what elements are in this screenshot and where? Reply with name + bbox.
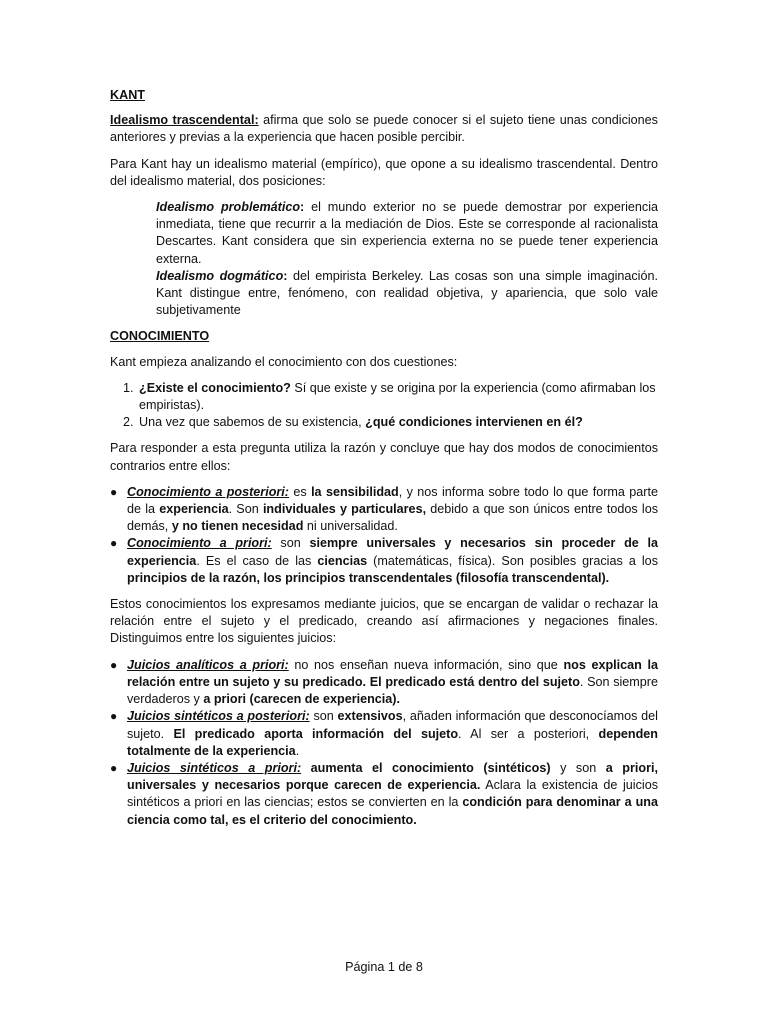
intro-paragraph [110,112,658,146]
answer-paragraph: Para responder a esta pregunta utiliza la razón y concluye que hay dos modos de conocimientos contrarios entre ellos: [110,441,658,473]
list-item-synthetic-priori: ● Juicios sintéticos a priori: aumenta el conocimiento (sintéticos) y son a priori, universales y necesarios porque carecen de experiencia. Aclara la existencia de juicios sintéticos a priori en las ciencias; estos se convierten en la condición para denominar a una ciencia como tal, es el criterio del conocimiento. [110,760,658,827]
judgments-paragraph: Estos conocimientos los expresamos mediante juicios, que se encargan de validar o rechazar la relación entre el sujeto y el predicado, creando así afirmaciones y negaciones finales. Distinguimos entre los siguientes juicios: [110,597,658,646]
idealism-positions [156,199,658,319]
section-title-conocimiento: CONOCIMIENTO [110,329,210,344]
bullet: ● [110,709,118,724]
knowledge-modes-list [110,484,658,587]
section-title-kant: KANT [110,88,145,102]
question-item: 2. Una vez que sabemos de su existencia, ¿qué condiciones intervienen en él? [137,414,658,431]
material-idealism-paragraph: Para Kant hay un idealismo material (empírico), que opone a su idealismo trascendental. Dentro del idealismo material, dos posiciones: [110,156,658,188]
intro-term: Idealismo trascendental: [110,113,259,128]
position-problematic: Idealismo problemático: el mundo exterior no se puede demostrar por experiencia inmediata, tiene que recurrir a la mediación de Dios. Este se corresponde al racionalista Descartes. Kant considera que sin experiencia externa no se puede tener experiencia externa. [156,200,658,266]
bullet: ● [110,657,118,672]
question-item: 1. ¿Existe el conocimiento? Sí que existe y se origina por la experiencia (como afirmaban los empiristas). [137,380,658,414]
bullet: ● [110,484,118,499]
conocimiento-intro: Kant empieza analizando el conocimiento con dos cuestiones: [110,354,458,369]
intro-text: afirma que solo se puede conocer si el sujeto tiene unas condiciones anteriores y previas a la experiencia que hacen posible percibir. [110,113,658,145]
judgments-list [110,657,658,829]
position-dogmatic: Idealismo dogmático: del empirista Berkeley. Las cosas son una simple imaginación. Kant distingue entre, fenómeno, con realidad objetiva, y apariencia, que solo vale subjetivamente [156,268,658,318]
page-number-footer: Página 1 de 8 [345,960,423,974]
list-item-a-posteriori: ● Conocimiento a posteriori: es la sensibilidad, y nos informa sobre todo lo que forma parte de la experiencia. Son individuales y particulares, debido a que son únicos entre todos los demás, y no tienen necesidad ni universalidad. [110,484,659,534]
bullet: ● [110,760,118,775]
questions-list [110,380,658,432]
list-item-a-priori: ● Conocimiento a priori: son siempre universales y necesarios sin proceder de la experiencia. Es el caso de las ciencias (matemáticas, física). Son posibles gracias a los principios de la razón, los principios transcendentales (filosofía transcendental). [110,536,658,585]
list-item-analytic: ● Juicios analíticos a priori: no nos enseñan nueva información, sino que nos explican la relación entre un sujeto y su predicado. El predicado está dentro del sujeto. Son siempre verdaderos y a priori (carecen de experiencia). [110,657,659,707]
bullet: ● [110,536,118,551]
list-item-synthetic-posteriori: ● Juicios sintéticos a posteriori: son extensivos, añaden información que desconocíamos del sujeto. El predicado aporta información del sujeto. Al ser a posteriori, dependen totalmente de la experiencia. [110,709,658,758]
